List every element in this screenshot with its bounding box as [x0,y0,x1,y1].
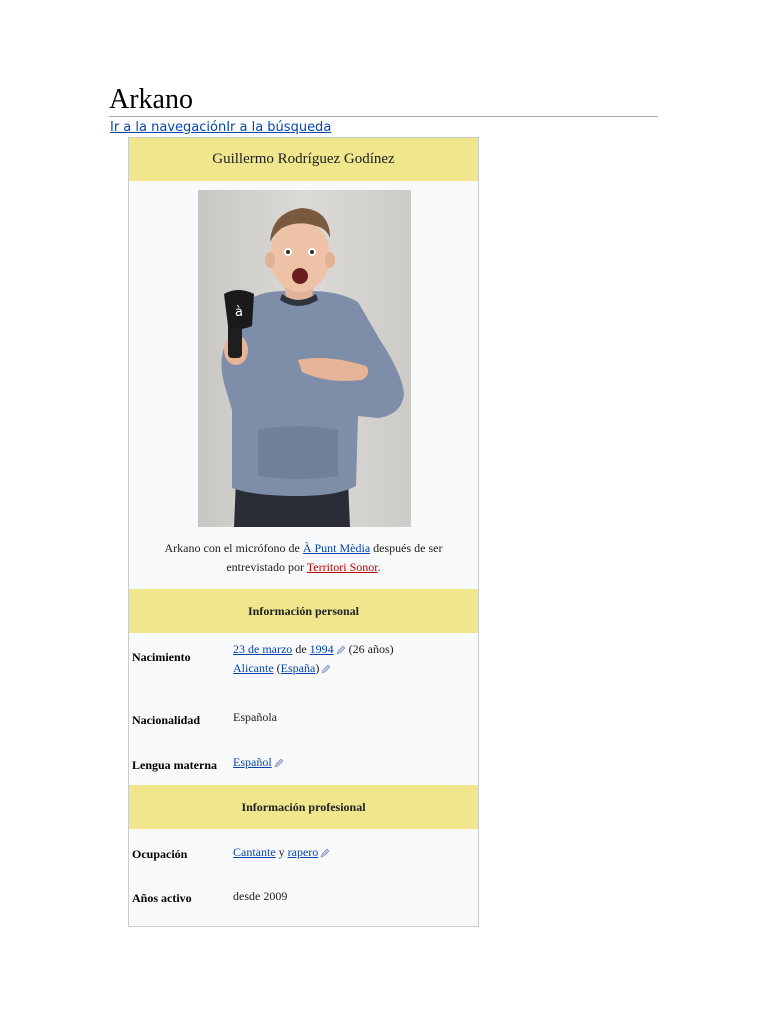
section-header-personal: Información personal [129,589,478,633]
svg-text:à: à [235,305,243,320]
title-divider [109,116,658,117]
page-title: Arkano [109,84,193,115]
caption-text: . [377,560,381,574]
photo-caption [139,539,468,577]
skip-links [110,119,331,137]
occupation-link-rapper[interactable]: rapero [287,845,319,859]
edit-pencil-icon[interactable] [336,645,346,655]
birth-year-link[interactable]: 1994 [309,642,334,656]
row-value [233,843,330,862]
row-label: Lengua materna [132,758,217,772]
value-text: ) [315,661,320,675]
caption-text: Arkano con el micrófono de [164,541,303,555]
infobox-title: Guillermo Rodríguez Godínez [129,138,478,181]
skip-to-search-link[interactable]: Ir a la búsqueda [226,120,332,135]
row-value [233,640,394,678]
row-value: Española [233,710,277,724]
birth-place-link[interactable]: Alicante [233,661,274,675]
row-label: Nacionalidad [132,713,201,727]
skip-to-navigation-link[interactable]: Ir a la navegación [110,120,227,135]
caption-link-territori-sonor[interactable]: Territori Sonor [306,560,378,574]
value-text: ( [273,661,281,675]
value-text: de [292,642,310,656]
edit-pencil-icon[interactable] [274,758,284,768]
infobox [128,137,479,927]
value-text: y [275,845,288,859]
caption-link-a-punt-media[interactable]: À Punt Mèdia [302,541,371,555]
caption-text: después de ser entrevistado por [226,541,443,574]
edit-pencil-icon[interactable] [321,664,331,674]
occupation-link-singer[interactable]: Cantante [233,845,276,859]
section-header-professional: Información profesional [129,785,478,829]
row-label: Años activo [132,891,192,905]
row-value: desde 2009 [233,889,288,903]
row-label: Nacimiento [132,650,191,664]
row-label: Ocupación [132,847,188,861]
birth-country-link[interactable]: España [280,661,316,675]
row-value [233,753,284,772]
value-text: (26 años) [345,642,394,656]
birth-date-link[interactable]: 23 de marzo [233,642,293,656]
edit-pencil-icon[interactable] [320,848,330,858]
infobox-photo[interactable] [198,190,411,527]
mother-tongue-link[interactable]: Español [233,755,272,769]
person-photo-icon [198,190,411,527]
